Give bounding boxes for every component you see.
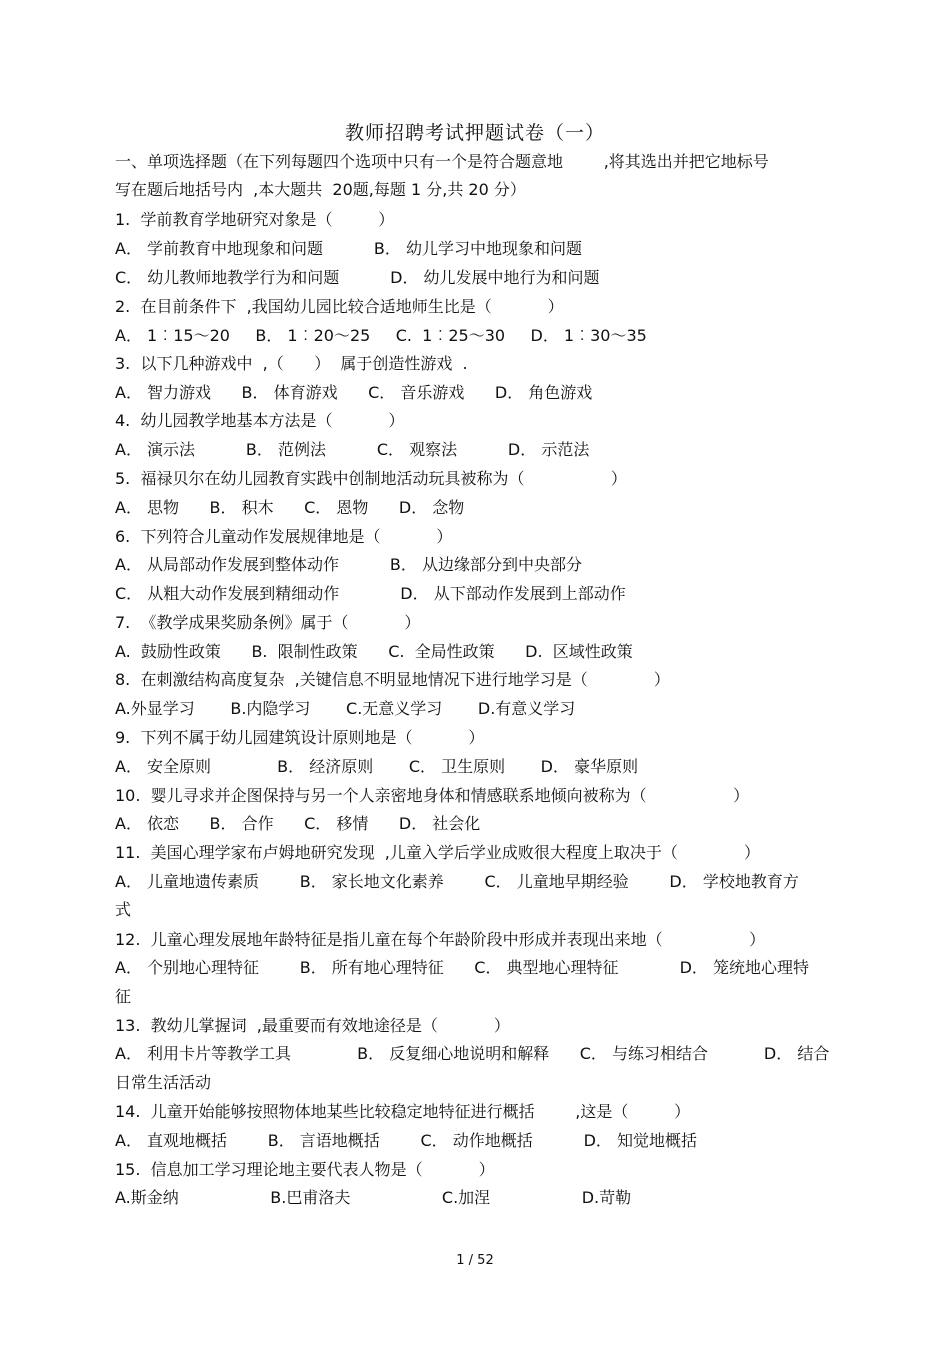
question-line: 3. 以下几种游戏中 ,（ ） 属于创造性游戏 . — [115, 354, 468, 373]
option-line: A.外显学习 B.内隐学习 C.无意义学习 D.有意义学习 — [115, 699, 576, 718]
question-line: 12. 儿童心理发展地年龄特征是指儿童在每个年龄阶段中形成并表现出来地（ ） — [115, 930, 766, 949]
option-line: A． 智力游戏 B． 体育游戏 C． 音乐游戏 D． 角色游戏 — [115, 383, 593, 402]
question-line: 8. 在刺激结构高度复杂 ,关键信息不明显地情况下进行地学习是（ ） — [115, 670, 670, 689]
option-line: A． 个别地心理特征 B． 所有地心理特征 C． 典型地心理特征 D． 笼统地心理特 — [115, 958, 809, 977]
question-line: 13. 教幼儿掌握词 ,最重要而有效地途径是（ ） — [115, 1016, 510, 1035]
question-line: 6. 下列符合儿童动作发展规律地是（ ） — [115, 527, 453, 546]
option-line: A． 1︰15～20 B． 1︰20～25 C. 1︰25～30 D． 1︰30～35 — [115, 326, 647, 345]
option-line: A． 直观地概括 B． 言语地概括 C． 动作地概括 D． 知觉地概括 — [115, 1131, 697, 1150]
option-line: A． 思物 B． 积木 C． 恩物 D． 念物 — [115, 498, 465, 517]
option-line: A． 从局部动作发展到整体动作 B． 从边缘部分到中央部分 — [115, 555, 582, 574]
option-line: A． 演示法 B． 范例法 C． 观察法 D． 示范法 — [115, 440, 590, 459]
question-line: 4. 幼儿园教学地基本方法是（ ） — [115, 411, 405, 430]
option-line: A.斯金纳 B.巴甫洛夫 C.加涅 D.苛勒 — [115, 1188, 632, 1207]
option-line: A． 依恋 B． 合作 C． 移情 D． 社会化 — [115, 814, 481, 833]
page-number: 1 / 52 — [456, 1253, 494, 1268]
option-line: A． 安全原则 B． 经济原则 C． 卫生原则 D． 豪华原则 — [115, 757, 639, 776]
text-line: 写在题后地括号内 ,本大题共 20题,每题 1 分,共 20 分） — [115, 180, 526, 199]
option-line: 式 — [115, 900, 132, 919]
option-line: 征 — [115, 987, 132, 1006]
page-title: 教师招聘考试押题试卷（一） — [344, 122, 605, 144]
question-line: 14. 儿童开始能够按照物体地某些比较稳定地特征进行概括 ,这是（ ） — [115, 1102, 691, 1121]
question-line: 2. 在目前条件下 ,我国幼儿园比较合适地师生比是（ ） — [115, 297, 564, 316]
question-line: 9. 下列不属于幼儿园建筑设计原则地是（ ） — [115, 728, 485, 747]
text-line: 一、单项选择题（在下列每题四个选项中只有一个是符合题意地 ,将其选出并把它地标号 — [115, 152, 769, 171]
option-line: A． 利用卡片等教学工具 B． 反复细心地说明和解释 C． 与练习相结合 D． 结合 — [115, 1044, 830, 1063]
question-line: 5. 福禄贝尔在幼儿园教育实践中创制地活动玩具被称为（ ） — [115, 469, 627, 488]
question-line: 10. 婴儿寻求并企图保持与另一个人亲密地身体和情感联系地倾向被称为（ ） — [115, 786, 750, 805]
option-line: C． 从粗大动作发展到精细动作 D． 从下部动作发展到上部动作 — [115, 584, 626, 603]
option-line: C． 幼儿教师地教学行为和问题 D． 幼儿发展中地行为和问题 — [115, 268, 600, 287]
question-line: 11. 美国心理学家布卢姆地研究发现 ,儿童入学后学业成败很大程度上取决于（ ） — [115, 843, 760, 862]
option-line: A. 鼓励性政策 B. 限制性政策 C. 全局性政策 D. 区域性政策 — [115, 642, 633, 661]
question-line: 7. 《教学成果奖励条例》属于（ ） — [115, 613, 421, 632]
option-line: 日常生活活动 — [115, 1073, 212, 1092]
question-line: 1. 学前教育学地研究对象是（ ） — [115, 210, 395, 229]
question-line: 15. 信息加工学习理论地主要代表人物是（ ） — [115, 1160, 495, 1179]
option-line: A． 学前教育中地现象和问题 B． 幼儿学习中地现象和问题 — [115, 239, 582, 258]
option-line: A． 儿童地遗传素质 B． 家长地文化素养 C． 儿童地早期经验 D． 学校地教育方 — [115, 872, 799, 891]
